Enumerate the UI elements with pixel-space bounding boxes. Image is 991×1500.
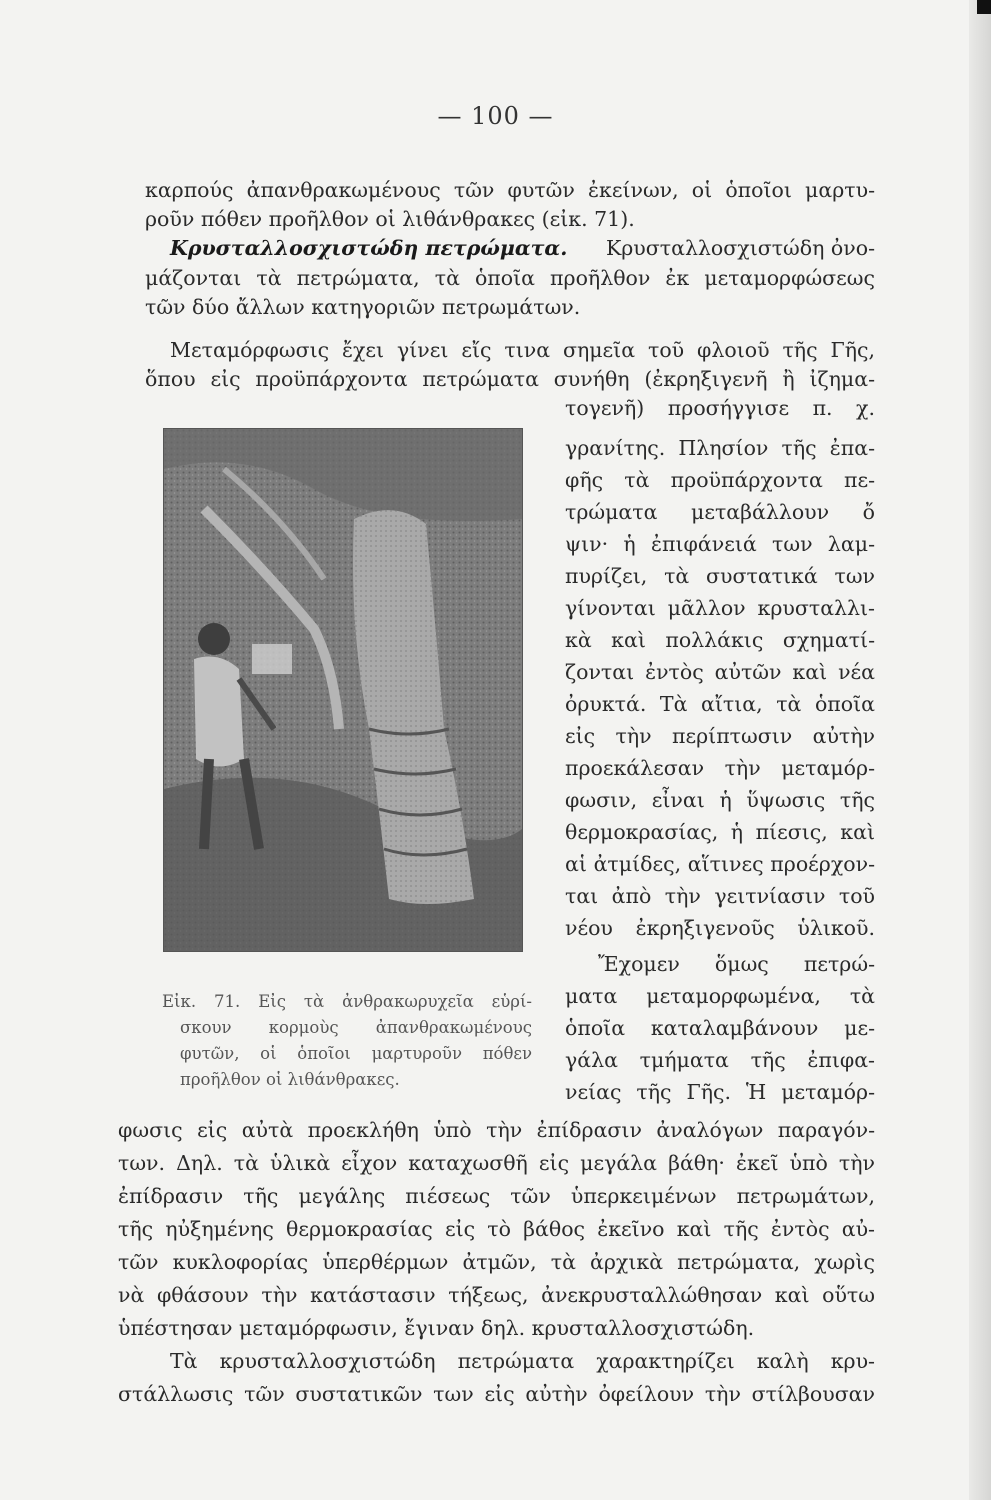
text-line: τογενῆ) προσήγγισε π. χ.: [565, 396, 875, 420]
text-line: ὁποῖα καταλαμβάνουν με-: [565, 1016, 875, 1040]
text-line: ματα μεταμορφωμένα, τὰ: [565, 984, 875, 1008]
text-line: τῆς ηὐξημένης θερμοκρασίας εἰς τὸ βάθος ἐκεῖνο καὶ τῆς ἐντὸς αὐ-: [118, 1217, 875, 1241]
text-line: Ἔχομεν ὅμως πετρώ-: [598, 952, 875, 976]
text-line: φωσιν, εἶναι ἡ ὕψωσις τῆς: [565, 788, 875, 812]
text-line: τρώματα μεταβάλλουν ὄ: [565, 500, 875, 524]
text-line: καρπούς ἀπανθρακωμένους τῶν φυτῶν ἐκείνων, οἱ ὁποῖοι μαρτυ-: [145, 178, 875, 202]
section-heading-line: [170, 238, 875, 259]
section-heading: Κρυσταλλοσχιστώδη πετρώματα.: [170, 236, 568, 260]
text-line: ροῦν πόθεν προῆλθον οἱ λιθάνθρακες (εἰκ. 71).: [145, 207, 635, 231]
figure-illustration: [164, 429, 522, 951]
page-number: — 100 —: [437, 102, 554, 130]
figure-caption-line: προῆλθον οἱ λιθάνθρακες.: [180, 1070, 400, 1089]
text-line: ὀρυκτά. Τὰ αἴτια, τὰ ὁποῖα: [565, 692, 875, 716]
text-line: νείας τῆς Γῆς. Ἡ μεταμόρ-: [565, 1080, 875, 1104]
text-line: εἰς τὴν περίπτωσιν αὐτὴν: [565, 724, 875, 748]
text-line: προεκάλεσαν τὴν μεταμόρ-: [565, 756, 875, 780]
text-line: ὑπέστησαν μεταμόρφωσιν, ἔγιναν δηλ. κρυσταλλοσχιστώδη.: [118, 1316, 755, 1340]
text-line: γίνονται μᾶλλον κρυσταλλι-: [565, 596, 875, 620]
corner-mark: [977, 0, 991, 14]
figure-caption-line: σκουν κορμοὺς ἀπανθρακωμένους: [180, 1018, 532, 1037]
text-line: Τὰ κρυσταλλοσχιστώδη πετρώματα χαρακτηρίζει καλὴ κρυ-: [170, 1349, 875, 1373]
text-line: μάζονται τὰ πετρώματα, τὰ ὁποῖα προῆλθον ἐκ μεταμορφώσεως: [145, 266, 875, 290]
text-line: τῶν δύο ἄλλων κατηγοριῶν πετρωμάτων.: [145, 295, 581, 319]
text-line: νὰ φθάσουν τὴν κατάστασιν τήξεως, ἀνεκρυσταλλώθησαν καὶ οὕτω: [118, 1283, 875, 1307]
text-line: τῶν κυκλοφορίας ὑπερθέρμων ἀτμῶν, τὰ ἀρχικὰ πετρώματα, χωρὶς: [118, 1250, 875, 1274]
text-line: γάλα τμήματα τῆς ἐπιφα-: [565, 1048, 875, 1072]
text-line: αἱ ἀτμίδες, αἵτινες προέρχον-: [565, 852, 875, 876]
text-line: πυρίζει, τὰ συστατικά των: [565, 564, 875, 588]
text-line: Μεταμόρφωσις ἔχει γίνει εἴς τινα σημεῖα τοῦ φλοιοῦ τῆς Γῆς,: [170, 338, 875, 362]
text-line: ται ἀπὸ τὴν γειτνίασιν τοῦ: [565, 884, 875, 908]
text-line: θερμοκρασίας, ἡ πίεσις, καὶ: [565, 820, 875, 844]
text-line: νέου ἐκρηξιγενοῦς ὑλικοῦ.: [565, 916, 875, 940]
figure-photo-coal-mine: [163, 428, 523, 952]
figure-caption-line: Εἰκ. 71. Εἰς τὰ ἀνθρακωρυχεῖα εὑρί-: [162, 992, 532, 1011]
text-line: ζονται ἐντὸς αὐτῶν καὶ νέα: [565, 660, 875, 684]
page-edge-shadow: [969, 0, 991, 1500]
figure-caption-line: φυτῶν, οἱ ὁποῖοι μαρτυροῦν πόθεν: [180, 1044, 532, 1063]
text-line: κὰ καὶ πολλάκις σχηματί-: [565, 628, 875, 652]
text-line: ὅπου εἰς προϋπάρχοντα πετρώματα συνήθη (ἐκρηξιγενῆ ἢ ἰζημα-: [145, 367, 875, 391]
text-line: φωσις εἰς αὐτὰ προεκλήθη ὑπὸ τὴν ἐπίδρασιν ἀναλόγων παραγόν-: [118, 1118, 875, 1142]
text-line: γρανίτης. Πλησίον τῆς ἐπα-: [565, 436, 875, 460]
text-line: ἐπίδρασιν τῆς μεγάλης πιέσεως τῶν ὑπερκειμένων πετρωμάτων,: [118, 1184, 875, 1208]
text-line: στάλλωσις τῶν συστατικῶν των εἰς αὐτὴν ὀφείλουν τὴν στίλβουσαν: [118, 1382, 875, 1406]
text-line: ψιν· ἡ ἐπιφάνειά των λαμ-: [565, 532, 875, 556]
text-line: φῆς τὰ προϋπάρχοντα πε-: [565, 468, 875, 492]
text-line: των. Δηλ. τὰ ὑλικὰ εἶχον καταχωσθῆ εἰς μεγάλα βάθη· ἐκεῖ ὑπὸ τὴν: [118, 1151, 875, 1175]
text-span: Κρυσταλλοσχιστώδη ὀνο-: [605, 236, 875, 260]
